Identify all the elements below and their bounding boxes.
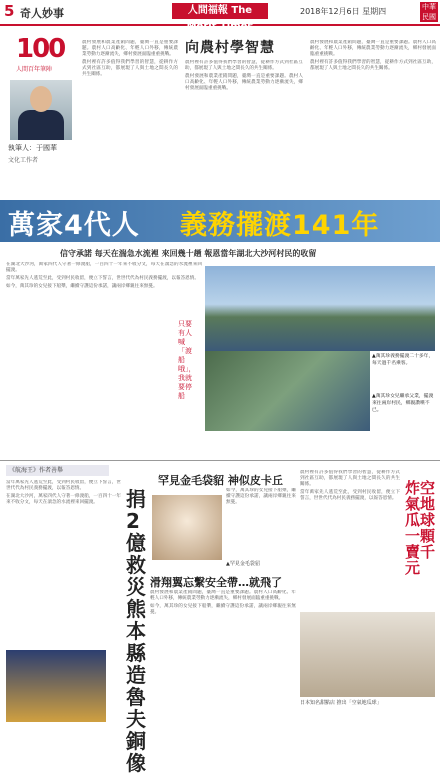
side-tab: 中華 民國 xyxy=(422,3,436,21)
ferry-photo-large xyxy=(205,266,435,351)
column-logo xyxy=(16,34,76,76)
banner-subtitle: 信守承諾 每天在湍急水流裡 來回幾十趟 報恩當年湖北大沙河村民的收留 xyxy=(60,249,317,258)
banner-title-white: 萬家4代人 xyxy=(8,210,140,241)
possum-caption: ▲罕見金毛袋貂 xyxy=(226,561,260,567)
banner-title-yellow: 義務擺渡141年 xyxy=(180,210,380,241)
ferry-photo-small xyxy=(205,351,370,431)
author-photo-head xyxy=(30,86,52,112)
sweetpotato-headline: 炸空氣地瓜球 一顆賣千元 xyxy=(405,479,436,577)
story-label: 《航海王》作者善舉 xyxy=(6,465,109,476)
sweetpotato-caption: 日本知名甜點店 推出「空氣地瓜球」 xyxy=(300,700,382,706)
masthead-logo: 人間福報 The Merit Times xyxy=(172,3,268,19)
luffy-statue-photo xyxy=(6,650,106,722)
column-text-3 xyxy=(310,40,436,195)
section-name: 奇人妙事 xyxy=(20,7,64,20)
photo-caption-2: ▲萬其珍女兒繼承父業，擺渡來往兩岸村民，鄉親讚嘆不已。 xyxy=(372,394,434,413)
glider-headline: 滑翔翼忘繫安全帶…就飛了 xyxy=(150,576,282,589)
onepiece-text xyxy=(6,480,121,645)
paragraph: 如今，萬其珍的女兒接下船槳，繼續守護這份承諾，讓兩岸鄉親往來無憂。 xyxy=(150,604,296,615)
pull-quote: 只要有人喊「渡船哦」，我就要停船 xyxy=(178,320,196,400)
possum-text xyxy=(226,488,296,558)
paragraph: 在湖北大沙河，萬家四代人守著一條渡船，一百四十一年來不收分文，每天在湍急的水流裡來回擺渡。 xyxy=(6,494,121,505)
glider-text xyxy=(150,590,296,725)
paragraph: 農村裡有許多值得我們學習的智慧，從耕作方式到社區互助，都展現了人與土地之間長久的共生關係。 xyxy=(300,470,400,487)
column-text-2 xyxy=(185,60,303,195)
column-text-1 xyxy=(82,40,178,195)
logo-subtitle: 人間百年筆陣 xyxy=(16,66,53,73)
paragraph: 當年萬家先人逃荒至此，受到村民收留，便立下誓言，世世代代為村民義務擺渡，以報答恩情。 xyxy=(300,490,400,501)
paragraph: 農村發展和農業產銷問題，臺灣一直是重要課題。農村人口高齡化、年輕人口外移，傳統農業勞動力逐漸流失，鄉村發展面臨重重挑戰。 xyxy=(82,40,178,57)
issue-date: 2018年12月6日 星期四 xyxy=(300,7,387,16)
paragraph: 如今，萬其珍的女兒接下船槳，繼續守護這份承諾，讓兩岸鄉親往來無憂。 xyxy=(6,284,158,289)
paragraph: 農村裡有許多值得我們學習的智慧，從耕作方式到社區互助，都展現了人與土地之間長久的共生關係。 xyxy=(185,60,303,71)
paragraph: 農村發展和農業產銷問題，臺灣一直是重要課題。農村人口高齡化、年輕人口外移，傳統農業勞動力逐漸流失，鄉村發展面臨重重挑戰。 xyxy=(310,40,436,57)
paragraph: 農村發展和農業產銷問題，臺灣一直是重要課題。農村人口高齡化、年輕人口外移，傳統農業勞動力逐漸流失，鄉村發展面臨重重挑戰。 xyxy=(150,590,296,601)
paragraph: 農村裡有許多值得我們學習的智慧，從耕作方式到社區互助，都展現了人與土地之間長久的共生關係。 xyxy=(82,60,178,77)
paragraph: 在湖北大沙河，萬家四代人守著一條渡船，一百四十一年來不收分文，每天在湍急的水流裡來回擺渡。 xyxy=(6,262,202,273)
sweetpotato-photo xyxy=(300,612,435,697)
photo-caption-1: ▲萬其珍義務擺渡二十多年，每天過千名乘客。 xyxy=(372,354,434,366)
divider xyxy=(0,460,440,461)
paragraph: 當年萬家先人逃荒至此，受到村民收留，便立下誓言，世世代代為村民義務擺渡，以報答恩情。 xyxy=(6,480,121,491)
author-photo-body xyxy=(18,110,64,140)
story-text xyxy=(6,262,202,457)
possum-photo xyxy=(152,495,222,560)
possum-headline: 罕見金毛袋貂 神似皮卡丘 xyxy=(158,474,283,487)
onepiece-headline: 捐2億救災 熊本縣造魯夫銅像 xyxy=(126,487,146,775)
sweetpotato-text xyxy=(300,470,400,608)
paragraph: 農村發展和農業產銷問題，臺灣一直是重要課題。農村人口高齡化、年輕人口外移，傳統農業勞動力逐漸流失，鄉村發展面臨重重挑戰。 xyxy=(185,74,303,91)
main-banner xyxy=(0,200,440,242)
author-photo xyxy=(10,80,72,140)
author-title: 文化工作者 xyxy=(8,157,39,164)
page-header xyxy=(0,0,440,32)
logo-number: 100 xyxy=(16,34,65,64)
paragraph: 當年萬家先人逃荒至此，受到村民收留，便立下誓言，世世代代為村民義務擺渡，以報答恩情。 xyxy=(6,276,199,281)
column-title: 向農村學智慧 xyxy=(185,40,275,56)
author-name: 執筆人：于國華 xyxy=(8,144,57,152)
page-number: 5 xyxy=(4,2,15,20)
paragraph: 農村裡有許多值得我們學習的智慧，從耕作方式到社區互助，都展現了人與土地之間長久的共生關係。 xyxy=(310,60,436,71)
paragraph: 如今，萬其珍的女兒接下船槳，繼續守護這份承諾，讓兩岸鄉親往來無憂。 xyxy=(226,488,296,505)
